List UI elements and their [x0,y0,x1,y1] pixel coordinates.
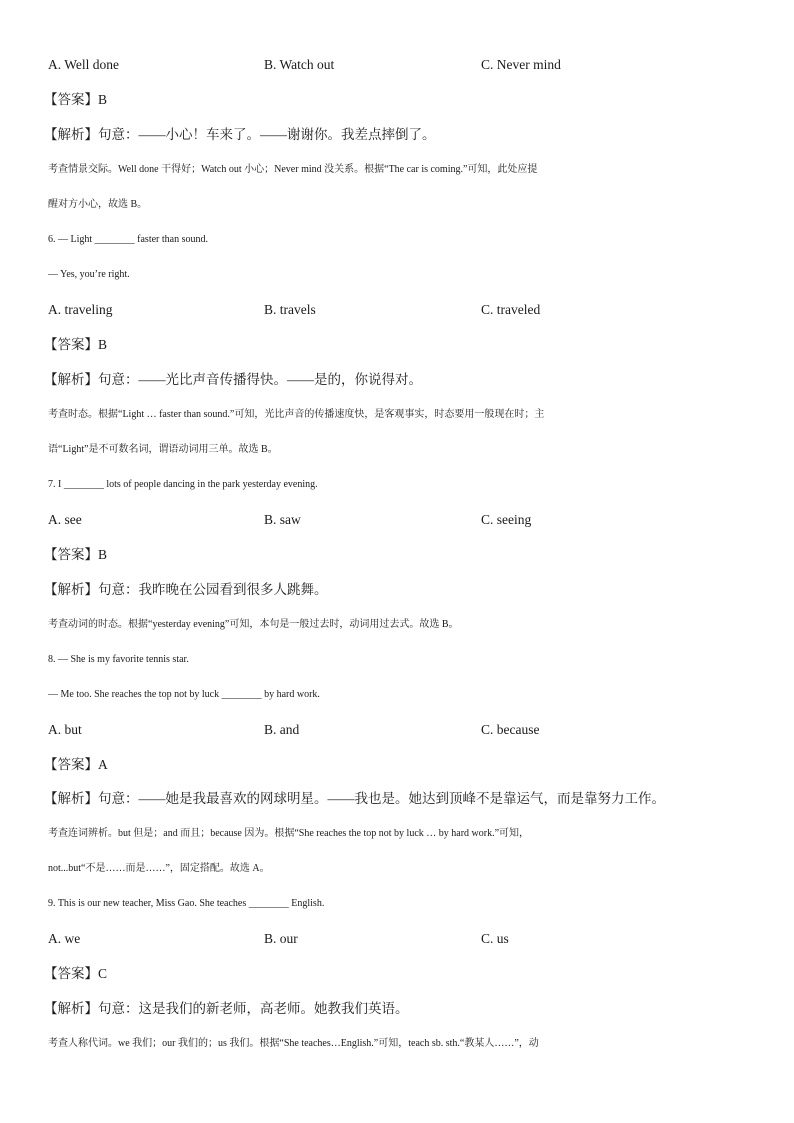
q6-analysis-line-2: 语“Light”是不可数名词，谓语动词用三单。故选 B。 [48,444,278,455]
q8-stem-line-2: — Me too. She reaches the top not by luck ________ by hard work. [48,689,320,700]
q7-option-b: B. saw [264,512,301,527]
q5-analysis-line-2: 醒对方小心，故选 B。 [48,199,148,210]
q7-stem: 7. I ________ lots of people dancing in the park yesterday evening. [48,479,318,490]
q9-option-c: C. us [481,931,509,946]
q9-analysis-line-1: 考查人称代词。we 我们；our 我们的；us 我们。根据“She teaches…English.”可知，teach sb. sth.“教某人……”，动 [48,1038,539,1049]
q6-stem-line-2: — Yes, you’re right. [48,269,130,280]
q7-analysis-translation: 【解析】句意：我昨晚在公园看到很多人跳舞。 [44,582,328,597]
q6-stem-line-1: 6. — Light ________ faster than sound. [48,234,208,245]
q7-options [48,511,748,529]
q5-option-a: A. Well done [48,57,120,72]
q8-option-a: A. but [48,722,82,737]
q9-option-a: A. we [48,931,81,946]
q6-analysis-line-1: 考查时态。根据“Light … faster than sound.”可知，光比声音的传播速度快，是客观事实，时态要用一般现在时；主 [48,409,545,420]
q8-stem-line-1: 8. — She is my favorite tennis star. [48,654,189,665]
q8-option-b: B. and [264,722,300,737]
q6-option-a: A. traveling [48,302,113,317]
q8-answer: 【答案】A [44,757,108,772]
q9-answer: 【答案】C [44,966,108,981]
q5-option-c: C. Never mind [481,57,561,72]
q8-options [48,721,748,739]
q9-analysis-translation: 【解析】句意：这是我们的新老师，高老师。她教我们英语。 [44,1001,409,1016]
q8-analysis-line-1: 考查连词辨析。but 但是；and 而且；because 因为。根据“She reaches the top not by luck … by hard work.”可知， [48,828,530,839]
q8-analysis-line-2: not...but“不是……而是……”，固定搭配。故选 A。 [48,863,270,874]
q5-analysis-translation: 【解析】句意：——小心！车来了。——谢谢你。我差点摔倒了。 [44,127,436,142]
q8-option-c: C. because [481,722,540,737]
q9-options [48,930,748,948]
q7-answer: 【答案】B [44,547,108,562]
q6-option-b: B. travels [264,302,316,317]
q9-stem: 9. This is our new teacher, Miss Gao. She teaches ________ English. [48,898,325,909]
q7-option-c: C. seeing [481,512,532,527]
q9-option-b: B. our [264,931,298,946]
q6-answer: 【答案】B [44,337,108,352]
q7-analysis-line-1: 考查动词的时态。根据“yesterday evening”可知，本句是一般过去时，动词用过去式。故选 B。 [48,619,459,630]
q7-option-a: A. see [48,512,82,527]
q5-options [48,56,748,74]
q8-analysis-translation: 【解析】句意：——她是我最喜欢的网球明星。——我也是。她达到顶峰不是靠运气，而是靠努力工作。 [44,791,665,806]
q5-option-b: B. Watch out [264,57,335,72]
q6-analysis-translation: 【解析】句意：——光比声音传播得快。——是的，你说得对。 [44,372,422,387]
q6-options [48,301,748,319]
q5-analysis-line-1: 考查情景交际。Well done 干得好；Watch out 小心；Never mind 没关系。根据“The car is coming.”可知，此处应提 [48,164,538,175]
q6-option-c: C. traveled [481,302,541,317]
q5-answer: 【答案】B [44,92,108,107]
